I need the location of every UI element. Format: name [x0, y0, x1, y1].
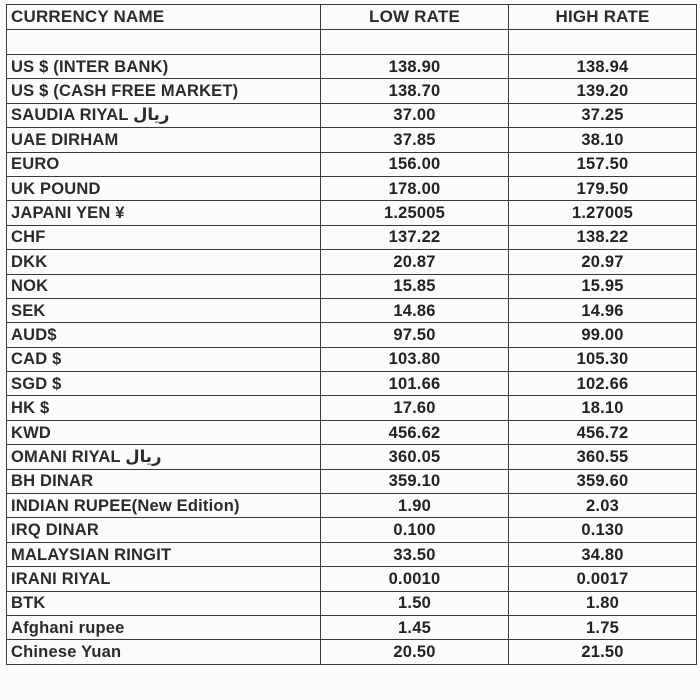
high-rate-cell: 359.60 — [509, 469, 697, 493]
table-row — [7, 323, 697, 347]
high-rate-cell: 157.50 — [509, 152, 697, 176]
currency-name-cell: Chinese Yuan — [7, 640, 321, 664]
high-rate-cell: 1.27005 — [509, 201, 697, 225]
low-rate-cell: 17.60 — [321, 396, 509, 420]
table-row — [7, 152, 697, 176]
currency-name-cell: OMANI RIYAL ریال — [7, 445, 321, 469]
high-rate-cell: 139.20 — [509, 79, 697, 103]
table-row — [7, 55, 697, 79]
high-rate-cell: 99.00 — [509, 323, 697, 347]
low-rate-cell: 103.80 — [321, 347, 509, 371]
low-rate-cell: 1.50 — [321, 591, 509, 615]
currency-name-cell: MALAYSIAN RINGIT — [7, 542, 321, 566]
header-row — [7, 5, 697, 30]
currency-name-cell: Afghani rupee — [7, 615, 321, 639]
currency-name-cell: KWD — [7, 420, 321, 444]
table-row — [7, 591, 697, 615]
high-rate-header: HIGH RATE — [509, 5, 697, 30]
high-rate-cell: 2.03 — [509, 494, 697, 518]
blank-cell — [509, 30, 697, 55]
table-row — [7, 274, 697, 298]
blank-row — [7, 30, 697, 55]
high-rate-cell: 1.80 — [509, 591, 697, 615]
blank-cell — [7, 30, 321, 55]
table-row — [7, 494, 697, 518]
low-rate-cell: 37.85 — [321, 128, 509, 152]
currency-name-cell: US $ (CASH FREE MARKET) — [7, 79, 321, 103]
low-rate-cell: 1.45 — [321, 615, 509, 639]
low-rate-cell: 20.50 — [321, 640, 509, 664]
low-rate-cell: 1.90 — [321, 494, 509, 518]
table-row — [7, 103, 697, 127]
high-rate-cell: 15.95 — [509, 274, 697, 298]
table-row — [7, 542, 697, 566]
low-rate-cell: 138.70 — [321, 79, 509, 103]
high-rate-cell: 37.25 — [509, 103, 697, 127]
rate-table-body — [7, 30, 697, 665]
table-row — [7, 347, 697, 371]
high-rate-cell: 38.10 — [509, 128, 697, 152]
currency-name-cell: AUD$ — [7, 323, 321, 347]
table-row — [7, 445, 697, 469]
table-row — [7, 79, 697, 103]
table-row — [7, 372, 697, 396]
table-row — [7, 201, 697, 225]
high-rate-cell: 0.0017 — [509, 567, 697, 591]
low-rate-cell: 0.0010 — [321, 567, 509, 591]
low-rate-cell: 360.05 — [321, 445, 509, 469]
currency-rates-sheet — [6, 4, 696, 665]
table-row — [7, 396, 697, 420]
low-rate-cell: 359.10 — [321, 469, 509, 493]
blank-cell — [321, 30, 509, 55]
currency-name-cell: CAD $ — [7, 347, 321, 371]
table-row — [7, 298, 697, 322]
currency-name-cell: US $ (INTER BANK) — [7, 55, 321, 79]
high-rate-cell: 102.66 — [509, 372, 697, 396]
high-rate-cell: 138.94 — [509, 55, 697, 79]
currency-name-cell: SGD $ — [7, 372, 321, 396]
currency-name-cell: IRQ DINAR — [7, 518, 321, 542]
high-rate-cell: 0.130 — [509, 518, 697, 542]
low-rate-cell: 97.50 — [321, 323, 509, 347]
table-row — [7, 420, 697, 444]
low-rate-header: LOW RATE — [321, 5, 509, 30]
low-rate-cell: 0.100 — [321, 518, 509, 542]
high-rate-cell: 14.96 — [509, 298, 697, 322]
high-rate-cell: 21.50 — [509, 640, 697, 664]
currency-name-cell: UK POUND — [7, 176, 321, 200]
table-row — [7, 225, 697, 249]
low-rate-cell: 15.85 — [321, 274, 509, 298]
high-rate-cell: 105.30 — [509, 347, 697, 371]
currency-name-cell: SAUDIA RIYAL ریال — [7, 103, 321, 127]
table-row — [7, 469, 697, 493]
currency-name-cell: BTK — [7, 591, 321, 615]
currency-name-cell: BH DINAR — [7, 469, 321, 493]
currency-name-cell: HK $ — [7, 396, 321, 420]
table-row — [7, 176, 697, 200]
low-rate-cell: 101.66 — [321, 372, 509, 396]
low-rate-cell: 156.00 — [321, 152, 509, 176]
high-rate-cell: 138.22 — [509, 225, 697, 249]
currency-name-cell: INDIAN RUPEE(New Edition) — [7, 494, 321, 518]
currency-name-cell: DKK — [7, 250, 321, 274]
table-row — [7, 250, 697, 274]
table-row — [7, 518, 697, 542]
currency-rates-table — [6, 4, 697, 665]
currency-name-cell: NOK — [7, 274, 321, 298]
low-rate-cell: 33.50 — [321, 542, 509, 566]
low-rate-cell: 138.90 — [321, 55, 509, 79]
currency-name-cell: UAE DIRHAM — [7, 128, 321, 152]
high-rate-cell: 20.97 — [509, 250, 697, 274]
high-rate-cell: 456.72 — [509, 420, 697, 444]
low-rate-cell: 37.00 — [321, 103, 509, 127]
low-rate-cell: 456.62 — [321, 420, 509, 444]
high-rate-cell: 179.50 — [509, 176, 697, 200]
low-rate-cell: 1.25005 — [321, 201, 509, 225]
currency-name-cell: SEK — [7, 298, 321, 322]
high-rate-cell: 34.80 — [509, 542, 697, 566]
high-rate-cell: 360.55 — [509, 445, 697, 469]
currency-name-header: CURRENCY NAME — [7, 5, 321, 30]
table-row — [7, 128, 697, 152]
low-rate-cell: 14.86 — [321, 298, 509, 322]
table-row — [7, 567, 697, 591]
currency-name-cell: IRANI RIYAL — [7, 567, 321, 591]
table-row — [7, 615, 697, 639]
low-rate-cell: 137.22 — [321, 225, 509, 249]
low-rate-cell: 178.00 — [321, 176, 509, 200]
currency-name-cell: CHF — [7, 225, 321, 249]
high-rate-cell: 18.10 — [509, 396, 697, 420]
low-rate-cell: 20.87 — [321, 250, 509, 274]
currency-name-cell: EURO — [7, 152, 321, 176]
currency-name-cell: JAPANI YEN ¥ — [7, 201, 321, 225]
high-rate-cell: 1.75 — [509, 615, 697, 639]
table-row — [7, 640, 697, 664]
